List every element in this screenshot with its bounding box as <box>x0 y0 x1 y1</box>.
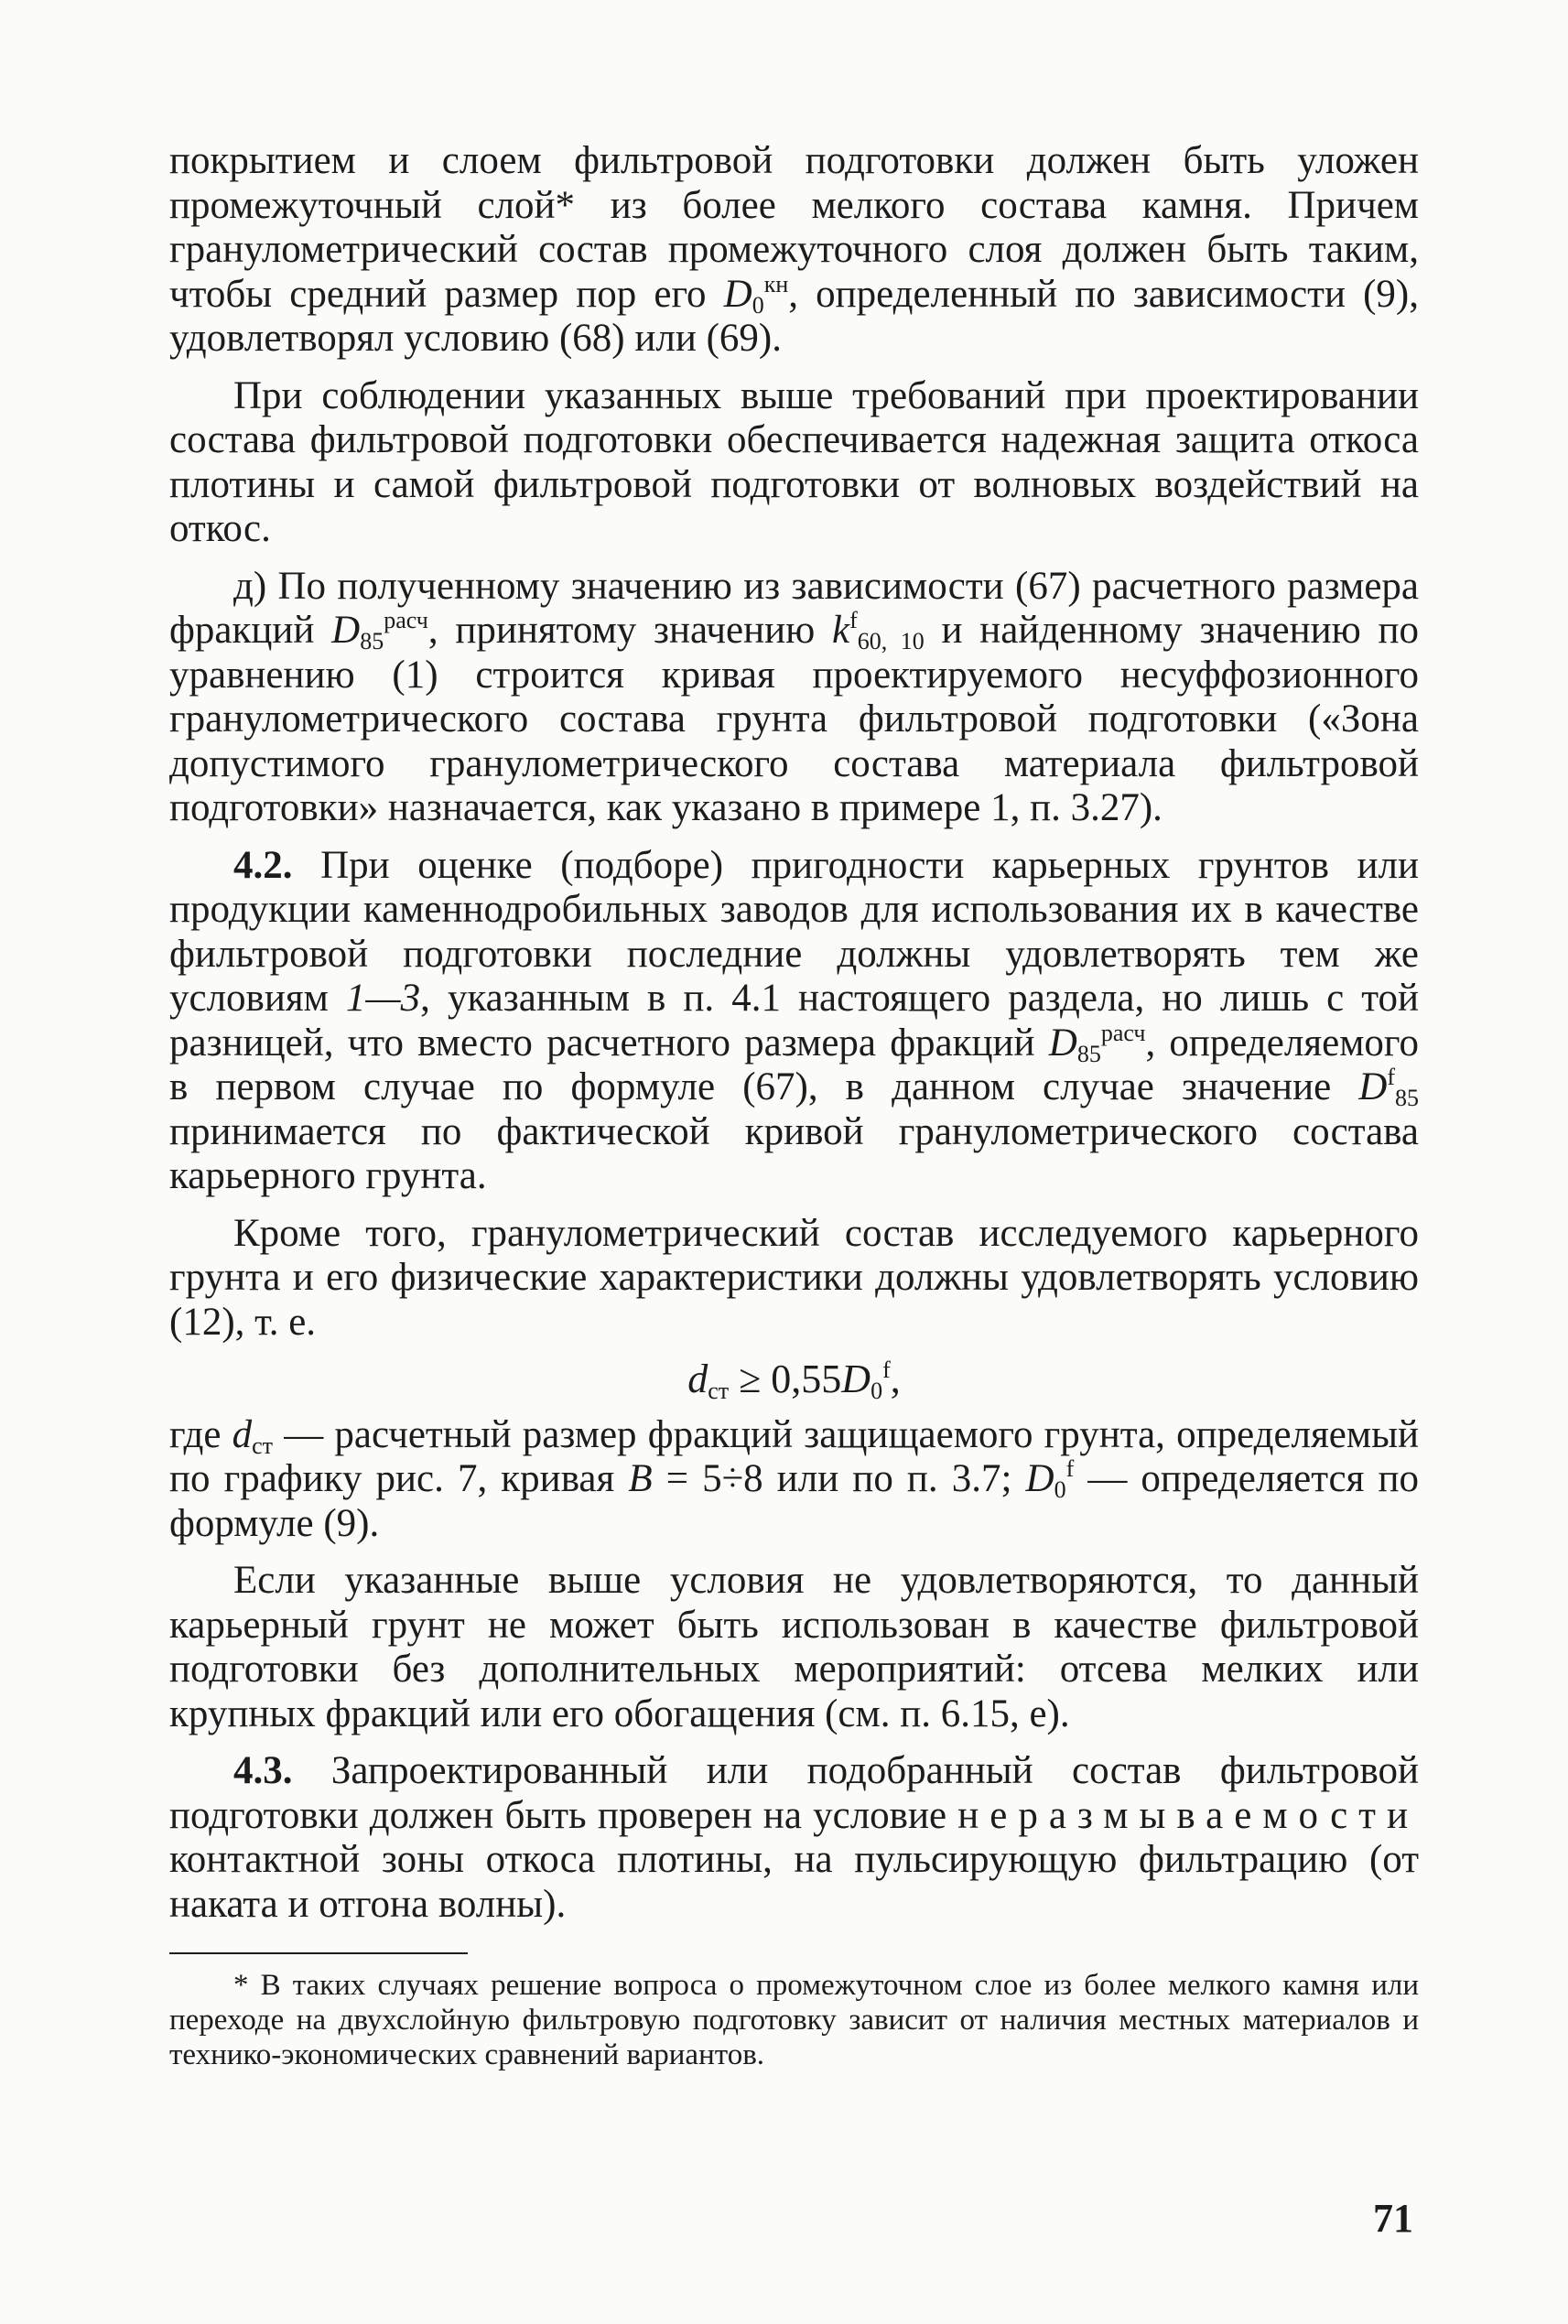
symbol-d: d <box>232 1412 253 1456</box>
symbol-D: D <box>331 609 361 652</box>
spaced-term: неразмываемости <box>957 1793 1419 1837</box>
formula-text: , <box>890 1357 901 1401</box>
text-run: покрытием и слоем фильтровой подготовки должен быть уложен промежуточный слой* из более мелкого состава камня. Причем гранулометрический состав промежуточного слоя должен быть таким, чтобы средний размер пор его <box>169 139 1419 316</box>
symbol-D: D <box>723 272 752 316</box>
paragraph-not-satisfied: Если указанные выше условия не удовлетворяются, то данный карьерный грунт не может быть использован в качестве фильтровой подготовки без дополнительных мероприятий: отсева мелких или крупных фракций или его обогащения (см. п. 6.15, е). <box>169 1559 1419 1735</box>
subscript: ст <box>252 1432 274 1459</box>
paragraph-item-d <box>169 565 1419 831</box>
footnote-divider <box>169 1952 468 1954</box>
symbol-k: k <box>832 609 850 652</box>
text-run: — расчетный размер фракций защищаемого грунта, определяемый по графику рис. 7, кривая <box>169 1412 1419 1500</box>
superscript: f <box>1065 1455 1075 1482</box>
text-run: контактной зоны откоса плотины, на пульсирующую фильтрацию (от наката и отгона волны). <box>169 1838 1419 1926</box>
subscript: 60, 10 <box>857 628 925 654</box>
text-run: — определяется по формуле (9). <box>169 1457 1419 1545</box>
superscript: расч <box>1100 1019 1146 1046</box>
main-text <box>169 139 1419 1940</box>
text-run: , указанным в п. 4.1 настоящего раздела, но лишь с той разницей, что вместо расчетного размера фракций <box>169 977 1419 1065</box>
superscript: f <box>849 607 858 633</box>
subscript: 85 <box>1076 1040 1101 1067</box>
subscript: 0 <box>752 291 764 319</box>
symbol-d: d <box>687 1357 708 1401</box>
paragraph-requirements: При соблюдении указанных выше требований при проектировании состава фильтровой подготовки обеспечивается надежная защита откоса плотины и самой фильтровой подготовки от волновых воздействий на откос. <box>169 373 1419 550</box>
subscript: 85 <box>360 628 384 654</box>
subscript: 0 <box>1054 1476 1066 1503</box>
paragraph-where <box>169 1413 1419 1547</box>
text-run: принимается по фактической кривой гранулометрического состава карьерного грунта. <box>169 1109 1419 1197</box>
symbol-D: D <box>1048 1021 1077 1065</box>
section-number: 4.3. <box>233 1749 293 1792</box>
condition-range: 1—3 <box>345 977 421 1020</box>
text-run: где <box>169 1412 232 1456</box>
text-run: , определенный по зависимости (9), удовлетворял условию (68) или (69). <box>169 272 1419 360</box>
paragraph-intermediate-layer <box>169 139 1419 362</box>
text-run: При оценке (подборе) пригодности карьерных грунтов или продукции каменнодробильных заводов для использования их в качестве фильтровой подготовки последние должны удовлетворять тем же условиям <box>169 843 1419 1020</box>
superscript: f <box>882 1357 891 1383</box>
paragraph-section-4-2 <box>169 844 1419 1199</box>
text-run: , принятому значению <box>427 609 832 652</box>
text-run: = 5÷8 или по п. 3.7; <box>652 1457 1026 1500</box>
symbol-D: D <box>1025 1457 1054 1500</box>
symbol-D: D <box>841 1357 871 1401</box>
superscript: кн <box>763 270 789 297</box>
text-run: и найденному значению по уравнению (1) строится кривая проектируемого несуффозионного гранулометрического состава грунта фильтровой подготовки («Зона допустимого гранулометрического состава материала фильтровой подготовки» назначается, как указано в примере 1, п. 3.27). <box>169 609 1420 829</box>
subscript: 85 <box>1395 1085 1419 1111</box>
paragraph-section-4-3 <box>169 1749 1419 1927</box>
paragraph-quarry-soil: Кроме того, гранулометрический состав исследуемого карьерного грунта и его физические характеристики должны удовлетворять условию (12), т. е. <box>169 1211 1419 1344</box>
symbol-B: B <box>628 1457 653 1500</box>
text-run: , определяемого в первом случае по формуле (67), в данном случае значение <box>169 1021 1419 1108</box>
page-number: 71 <box>1373 2196 1413 2241</box>
text-run: Запроектированный или подобранный состав фильтровой подготовки должен быть проверен на условие <box>169 1749 1419 1837</box>
superscript: расч <box>384 607 428 633</box>
text-run: д) По полученному значению из зависимости (67) расчетного размера фракций <box>169 564 1419 652</box>
subscript: 0 <box>871 1378 883 1404</box>
symbol-D: D <box>1358 1065 1388 1108</box>
formula-text: ≥ 0,55 <box>729 1357 842 1401</box>
footnote: * В таких случаях решение вопроса о промежуточном слое из более мелкого камня или переходе на двухслойную фильтровую подготовку зависит от наличия местных материалов и технико-экономических сравнений вариантов. <box>169 1969 1419 2071</box>
formula-condition <box>169 1357 1419 1402</box>
subscript: ст <box>708 1378 730 1404</box>
superscript: f <box>1387 1064 1395 1090</box>
section-number: 4.2. <box>233 843 293 887</box>
